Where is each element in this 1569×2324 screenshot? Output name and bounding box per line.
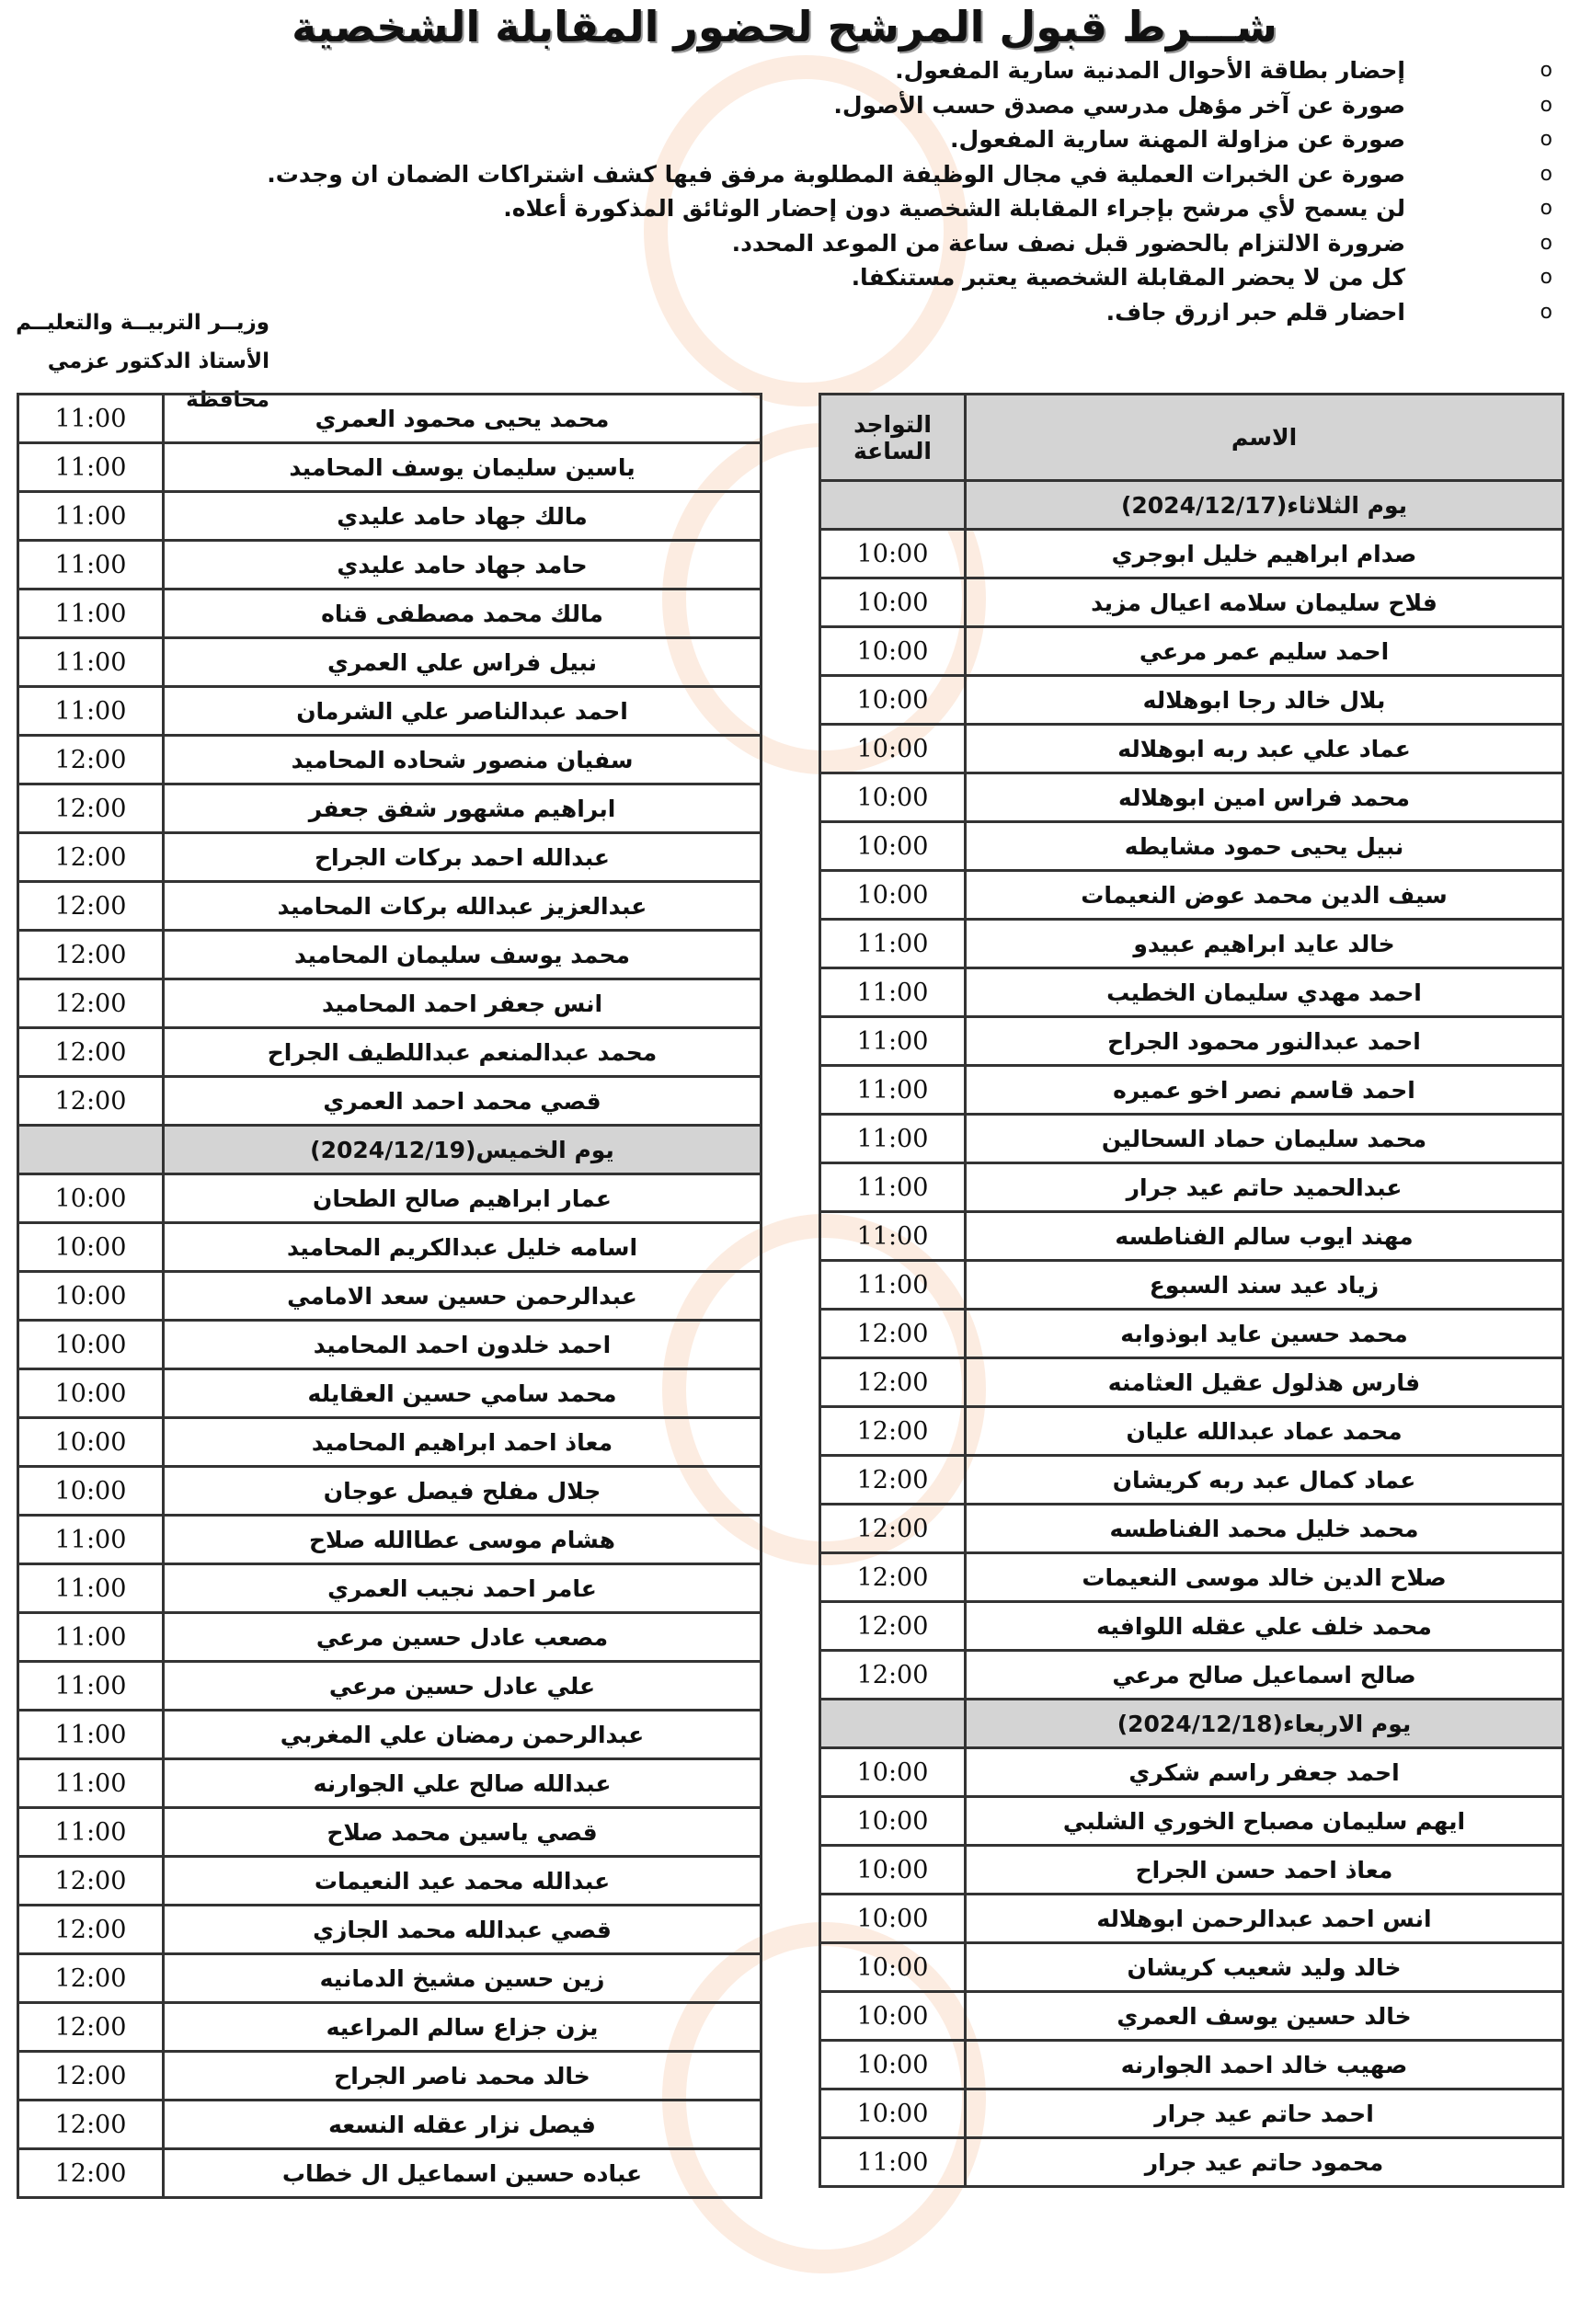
page-title: شـــرط قبول المرشح لحضور المقابلة الشخصية [292,2,1277,52]
candidate-name: معاذ احمد حسن الجراح [966,1846,1563,1895]
attendance-time: 10:00 [820,530,966,578]
attendance-time: 10:00 [820,773,966,822]
candidate-name: هشام موسى عطاالله صلاح [164,1516,762,1564]
table-row [820,2138,1563,2187]
attendance-time: 12:00 [820,1651,966,1700]
signature-block [7,303,269,412]
attendance-time: 11:00 [820,1115,966,1163]
attendance-time: 12:00 [820,1505,966,1553]
attendance-time: 11:00 [18,492,164,541]
table-row [18,1077,762,1126]
attendance-time: 11:00 [18,687,164,736]
schedule-table-right [819,393,1564,2188]
candidate-name: صهيب خالد احمد الجوارنه [966,2041,1563,2089]
candidate-name: معاذ احمد ابراهيم المحاميد [164,1418,762,1467]
candidate-name: زياد عيد سند السبوع [966,1261,1563,1310]
attendance-time: 10:00 [820,627,966,676]
table-row [820,1261,1563,1310]
attendance-time: 10:00 [820,676,966,725]
candidate-name: بلال خالد رجا ابوهلاله [966,676,1563,725]
candidate-name: محمد يوسف سليمان المحاميد [164,931,762,979]
bullet-circle-icon: o [1540,266,1552,289]
candidate-name: نبيل يحيى حمود مشايطه [966,822,1563,871]
condition-text: كل من لا يحضر المقابلة الشخصية يعتبر مستنكفا. [851,264,1405,291]
day-label: يوم الثلاثاء(2024/12/17) [966,481,1563,530]
condition-text: صورة عن مزاولة المهنة سارية المفعول. [950,126,1405,153]
attendance-time: 10:00 [820,578,966,627]
attendance-time: 12:00 [820,1553,966,1602]
table-row [18,1857,762,1906]
signature-title: وزيــر التربيــة والتعليــم [16,311,269,335]
table-row [18,1662,762,1711]
table-row [820,822,1563,871]
table-row [18,882,762,931]
candidate-name: مصعب عادل حسين مرعي [164,1613,762,1662]
attendance-time: 12:00 [18,784,164,833]
table-row [18,931,762,979]
candidate-name: فارس هذلول عقيل العثامنه [966,1358,1563,1407]
table-row [820,530,1563,578]
attendance-time: 12:00 [18,1028,164,1077]
table-row [820,676,1563,725]
attendance-time: 11:00 [18,1711,164,1759]
attendance-time: 11:00 [18,541,164,590]
bullet-circle-icon: o [1540,197,1552,220]
attendance-time: 11:00 [820,1017,966,1066]
bullet-circle-icon: o [1540,300,1552,324]
attendance-time: 10:00 [820,1748,966,1797]
attendance-time: 11:00 [820,1066,966,1115]
candidate-name: خالد عايد ابراهيم عبيدو [966,920,1563,968]
table-row [820,871,1563,920]
table-row [18,1174,762,1223]
candidate-name: فيصل نزار عقله النسعه [164,2101,762,2149]
candidate-name: قصي عبدالله محمد الجازي [164,1906,762,1954]
candidate-name: محمد سليمان حماد السحالين [966,1115,1563,1163]
candidate-name: انس جعفر احمد المحاميد [164,979,762,1028]
attendance-time: 10:00 [820,1846,966,1895]
table-header-row [820,395,1563,481]
table-row [18,736,762,784]
table-row [18,492,762,541]
attendance-time: 12:00 [18,736,164,784]
header-time: التواجد الساعة [820,395,966,481]
candidate-name: عبدالعزيز عبدالله بركات المحاميد [164,882,762,931]
table-row [820,1017,1563,1066]
attendance-time: 12:00 [820,1407,966,1456]
table-row [820,1310,1563,1358]
candidate-name: سيف الدين محمد عوض النعيمات [966,871,1563,920]
attendance-time: 11:00 [820,1163,966,1212]
table-row [820,1212,1563,1261]
candidate-name: احمد خلدون احمد المحاميد [164,1321,762,1369]
table-row [18,1808,762,1857]
table-row [820,1748,1563,1797]
table-row [820,1115,1563,1163]
attendance-time: 10:00 [820,1895,966,1943]
candidate-name: محمد خلف علي عقله اللوافيه [966,1602,1563,1651]
table-row [18,1369,762,1418]
candidate-name: مهند ايوب سالم الفناطسه [966,1212,1563,1261]
condition-item [173,53,1552,88]
attendance-time: 11:00 [18,638,164,687]
condition-item [173,122,1552,157]
day-time-cell [18,1126,164,1174]
attendance-time: 12:00 [18,1857,164,1906]
candidate-name: محمد حسين عايد ابوذوابه [966,1310,1563,1358]
candidate-name: حامد جهاد حامد عليدي [164,541,762,590]
table-row [18,2052,762,2101]
attendance-time: 10:00 [820,1992,966,2041]
table-row [18,2101,762,2149]
candidate-name: عبدالرحمن حسين سعد الامامي [164,1272,762,1321]
candidate-name: عماد علي عبد ربه ابوهلاله [966,725,1563,773]
table-row [820,1553,1563,1602]
attendance-time: 12:00 [820,1456,966,1505]
attendance-time: 10:00 [18,1467,164,1516]
attendance-time: 11:00 [18,395,164,443]
attendance-time: 12:00 [820,1602,966,1651]
candidate-name: احمد قاسم نصر اخو عميره [966,1066,1563,1115]
table-row [18,1759,762,1808]
table-row [820,920,1563,968]
table-row [18,1613,762,1662]
table-row [820,1358,1563,1407]
condition-text: صورة عن آخر مؤهل مدرسي مصدق حسب الأصول. [833,91,1405,119]
attendance-time: 10:00 [820,871,966,920]
attendance-time: 10:00 [18,1223,164,1272]
attendance-time: 10:00 [820,1943,966,1992]
attendance-time: 10:00 [820,725,966,773]
condition-item [173,226,1552,261]
attendance-time: 12:00 [18,979,164,1028]
candidate-name: قصي ياسين محمد صلاح [164,1808,762,1857]
condition-text: ضرورة الالتزام بالحضور قبل نصف ساعة من الموعد المحدد. [731,229,1405,257]
table-row [18,541,762,590]
condition-item [173,88,1552,123]
table-row [18,979,762,1028]
attendance-time: 11:00 [820,1212,966,1261]
candidate-name: مالك جهاد حامد عليدي [164,492,762,541]
candidate-name: خالد وليد شعيب كريشان [966,1943,1563,1992]
day-header-row [820,1700,1563,1748]
attendance-time: 11:00 [18,1613,164,1662]
candidate-name: عبدالرحمن رمضان علي المغربي [164,1711,762,1759]
day-header-row [820,481,1563,530]
schedule-table-left [17,393,762,2199]
attendance-time: 11:00 [18,1662,164,1711]
attendance-time: 11:00 [18,1516,164,1564]
table-row [820,1943,1563,1992]
table-row [18,687,762,736]
attendance-time: 11:00 [820,2138,966,2187]
header-name: الاسم [966,395,1563,481]
candidate-name: اسامه خليل عبدالكريم المحاميد [164,1223,762,1272]
candidate-name: ياسين سليمان يوسف المحاميد [164,443,762,492]
candidate-name: محمود حاتم عيد جرار [966,2138,1563,2187]
signature-name: الأستاذ الدكتور عزمي محافظة [47,349,269,412]
candidate-name: انس احمد عبدالرحمن ابوهلاله [966,1895,1563,1943]
attendance-time: 11:00 [18,590,164,638]
attendance-time: 12:00 [820,1310,966,1358]
attendance-time: 12:00 [18,2149,164,2198]
candidate-name: عبدالله صالح علي الجوارنه [164,1759,762,1808]
candidate-name: صلاح الدين خالد موسى النعيمات [966,1553,1563,1602]
conditions-list [173,53,1552,329]
table-row [18,395,762,443]
attendance-time: 10:00 [18,1174,164,1223]
table-row [18,833,762,882]
table-row [18,1418,762,1467]
table-row [18,590,762,638]
table-row [820,968,1563,1017]
table-row [18,784,762,833]
candidate-name: صدام ابراهيم خليل ابوجري [966,530,1563,578]
table-row [18,443,762,492]
attendance-time: 12:00 [18,931,164,979]
attendance-time: 11:00 [820,968,966,1017]
attendance-time: 10:00 [18,1321,164,1369]
candidate-name: يزن جزاع سالم المراعيه [164,2003,762,2052]
table-row [18,1906,762,1954]
attendance-time: 11:00 [18,1564,164,1613]
attendance-time: 10:00 [18,1272,164,1321]
attendance-time: 10:00 [18,1418,164,1467]
attendance-time: 10:00 [820,1797,966,1846]
candidate-name: محمد فراس امين ابوهلاله [966,773,1563,822]
candidate-name: احمد جعفر راسم شكري [966,1748,1563,1797]
table-row [820,1505,1563,1553]
attendance-time: 12:00 [18,882,164,931]
candidate-name: محمد خليل محمد الفناطسه [966,1505,1563,1553]
table-row [18,1272,762,1321]
candidate-name: احمد عبدالنور محمود الجراح [966,1017,1563,1066]
candidate-name: عبدالله احمد بركات الجراح [164,833,762,882]
candidate-name: عبدالحميد حاتم عيد جرار [966,1163,1563,1212]
candidate-name: احمد سليم عمر مرعي [966,627,1563,676]
table-row [820,1651,1563,1700]
candidate-name: جلال مفلح فيصل عوجان [164,1467,762,1516]
day-time-cell [820,1700,966,1748]
table-row [820,1407,1563,1456]
candidate-name: زين حسين مشيخ الدمانيه [164,1954,762,2003]
day-time-cell [820,481,966,530]
condition-text: لن يسمح لأي مرشح بإجراء المقابلة الشخصية دون إحضار الوثائق المذكورة أعلاه. [503,195,1405,222]
attendance-time: 12:00 [820,1358,966,1407]
candidate-name: عامر احمد نجيب العمري [164,1564,762,1613]
candidate-name: عماد كمال عبد ربه كريشان [966,1456,1563,1505]
table-row [820,1602,1563,1651]
attendance-time: 10:00 [820,822,966,871]
candidate-name: محمد عماد عبدالله عليان [966,1407,1563,1456]
attendance-time: 11:00 [18,443,164,492]
table-row [18,2149,762,2198]
table-row [18,1516,762,1564]
day-header-row [18,1126,762,1174]
bullet-circle-icon: o [1540,231,1552,255]
attendance-time: 11:00 [820,1261,966,1310]
candidate-name: صالح اسماعيل صالح مرعي [966,1651,1563,1700]
table-row [820,2089,1563,2138]
table-row [820,627,1563,676]
table-row [820,578,1563,627]
table-row [820,2041,1563,2089]
attendance-time: 11:00 [18,1808,164,1857]
candidate-name: فلاح سليمان سلامه اعيال مزيد [966,578,1563,627]
attendance-time: 12:00 [18,2003,164,2052]
table-row [18,638,762,687]
attendance-time: 12:00 [18,1954,164,2003]
bullet-circle-icon: o [1540,128,1552,151]
candidate-name: قصي محمد احمد العمري [164,1077,762,1126]
attendance-time: 12:00 [18,1077,164,1126]
table-row [820,1797,1563,1846]
bullet-circle-icon: o [1540,93,1552,117]
candidate-name: عمار ابراهيم صالح الطحان [164,1174,762,1223]
attendance-time: 11:00 [820,920,966,968]
candidate-name: محمد يحيى محمود العمري [164,395,762,443]
attendance-time: 11:00 [18,1759,164,1808]
candidate-name: ابراهيم مشهور شفق جعفر [164,784,762,833]
table-row [820,725,1563,773]
candidate-name: خالد حسين يوسف العمري [966,1992,1563,2041]
candidate-name: علي عادل حسين مرعي [164,1662,762,1711]
candidate-name: خالد محمد ناصر الجراح [164,2052,762,2101]
table-row [18,1564,762,1613]
table-row [18,1028,762,1077]
table-row [18,1467,762,1516]
attendance-time: 10:00 [18,1369,164,1418]
table-row [18,1954,762,2003]
table-row [18,1711,762,1759]
table-row [820,1163,1563,1212]
candidate-name: احمد حاتم عيد جرار [966,2089,1563,2138]
attendance-time: 12:00 [18,1906,164,1954]
table-row [820,1066,1563,1115]
attendance-time: 12:00 [18,2052,164,2101]
condition-text: إحضار بطاقة الأحوال المدنية سارية المفعول. [895,57,1405,84]
condition-item [173,295,1552,330]
bullet-circle-icon: o [1540,162,1552,186]
candidate-name: ايهم سليمان مصباح الخوري الشلبي [966,1797,1563,1846]
day-label: يوم الخميس(2024/12/19) [164,1126,762,1174]
bullet-circle-icon: o [1540,59,1552,82]
attendance-time: 10:00 [820,2089,966,2138]
candidate-name: محمد سامي حسين العقايله [164,1369,762,1418]
candidate-name: احمد عبدالناصر علي الشرمان [164,687,762,736]
table-row [820,1895,1563,1943]
attendance-time: 12:00 [18,2101,164,2149]
candidate-name: نبيل فراس علي العمري [164,638,762,687]
condition-item [173,191,1552,226]
table-row [820,773,1563,822]
condition-text: صورة عن الخبرات العملية في مجال الوظيفة المطلوبة مرفق فيها كشف اشتراكات الضمان ان وجدت. [267,160,1405,188]
attendance-time: 12:00 [18,833,164,882]
candidate-name: احمد مهدي سليمان الخطيب [966,968,1563,1017]
condition-text: احضار قلم حبر ازرق جاف. [1105,298,1405,326]
table-row [820,1992,1563,2041]
table-row [18,1321,762,1369]
table-row [820,1456,1563,1505]
attendance-time: 10:00 [820,2041,966,2089]
condition-item [173,157,1552,192]
table-row [18,1223,762,1272]
table-row [820,1846,1563,1895]
candidate-name: عبدالله محمد عيد النعيمات [164,1857,762,1906]
candidate-name: سفيان منصور شحاده المحاميد [164,736,762,784]
table-row [18,2003,762,2052]
condition-item [173,260,1552,295]
candidate-name: محمد عبدالمنعم عبداللطيف الجراح [164,1028,762,1077]
candidate-name: مالك محمد مصطفى قناه [164,590,762,638]
day-label: يوم الاربعاء(2024/12/18) [966,1700,1563,1748]
candidate-name: عباده حسين اسماعيل ال خطاب [164,2149,762,2198]
